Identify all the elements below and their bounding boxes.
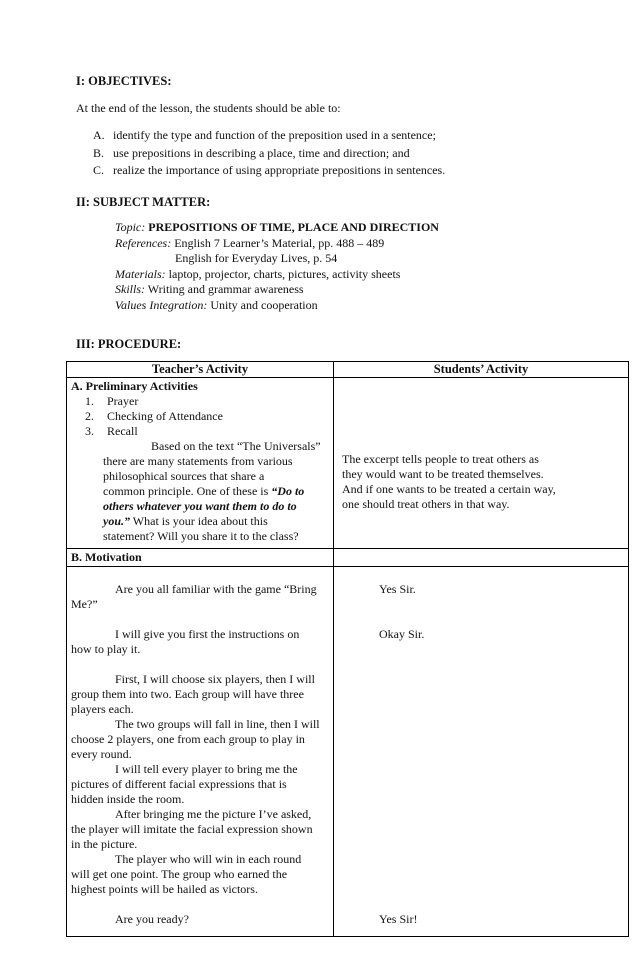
list-item-text: Prayer <box>107 394 139 408</box>
objectives-intro: At the end of the lesson, the students should be able to: <box>76 101 341 115</box>
preliminary-list <box>71 394 333 439</box>
recall-paragraph <box>71 439 333 544</box>
values-value: Unity and cooperation <box>210 297 318 312</box>
subject-matter-heading: II: SUBJECT MATTER: <box>76 195 211 209</box>
list-item <box>93 145 445 163</box>
student-response: Yes Sir! <box>379 912 418 926</box>
references-line <box>115 236 439 252</box>
table-row <box>67 549 629 567</box>
subject-matter-block <box>115 220 439 313</box>
table-header-row <box>67 362 629 378</box>
list-item <box>93 127 445 145</box>
teacher-cell <box>67 567 334 937</box>
students-cell <box>334 567 629 937</box>
paragraph-line: Are you ready? <box>115 912 189 926</box>
materials-value: laptop, projector, charts, pictures, activity sheets <box>168 266 401 281</box>
text-segment: What is your idea about this <box>132 514 268 528</box>
topic-label: Topic: <box>115 220 146 234</box>
teacher-activity-header: Teacher’s Activity <box>67 362 334 378</box>
paragraph-line: in the picture. <box>71 837 138 851</box>
teacher-cell <box>67 378 334 549</box>
text-segment: common principle. One of these is <box>103 484 269 498</box>
list-item <box>71 424 333 439</box>
paragraph-line: there are many statements from various <box>103 454 293 468</box>
teacher-cell <box>67 549 334 567</box>
student-response-line: they would want to be treated themselves. <box>342 467 544 481</box>
paragraph-line: philosophical sources that share a <box>103 469 265 483</box>
paragraph-line: Me?” <box>71 597 98 611</box>
motivation-paragraph <box>67 627 333 657</box>
references-label: References: <box>115 235 172 250</box>
motivation-paragraph <box>67 672 333 717</box>
paragraph-line: the player will imitate the facial expression shown <box>71 822 313 836</box>
objectives-heading: I: OBJECTIVES: <box>76 74 172 88</box>
students-cell <box>334 549 629 567</box>
student-response: Yes Sir. <box>379 582 416 596</box>
student-response-line: And if one wants to be treated a certain way, <box>342 482 556 496</box>
values-line <box>115 298 439 314</box>
topic-line <box>115 220 439 236</box>
motivation-paragraph <box>67 912 333 927</box>
paragraph-line: group them into two. Each group will have three <box>71 687 304 701</box>
objectives-list <box>93 127 445 180</box>
references-line-2 <box>115 251 439 267</box>
list-marker: B. <box>93 145 105 160</box>
motivation-paragraph <box>67 807 333 852</box>
students-cell <box>334 378 629 549</box>
paragraph-line: players each. <box>71 702 134 716</box>
list-item <box>93 162 445 180</box>
list-item-text: use prepositions in describing a place, time and direction; and <box>113 145 410 160</box>
list-marker: 2. <box>85 409 94 423</box>
paragraph-line: I will give you first the instructions on <box>115 627 300 641</box>
skills-line <box>115 282 439 298</box>
paragraph-line: choose 2 players, one from each group to play in <box>71 732 305 746</box>
table-row <box>67 567 629 937</box>
references-value: English 7 Learner’s Material, pp. 488 – 489 <box>174 235 385 250</box>
values-label: Values Integration: <box>115 297 208 312</box>
paragraph-line: pictures of different facial expressions that is <box>71 777 287 791</box>
paragraph-line: will get one point. The group who earned the <box>71 867 288 881</box>
paragraph-line: I will tell every player to bring me the <box>115 762 298 776</box>
quote-text: you.” <box>103 514 130 528</box>
list-item <box>71 394 333 409</box>
materials-label: Materials: <box>115 266 166 281</box>
paragraph-line: The two groups will fall in line, then I will <box>115 717 320 731</box>
topic-value: PREPOSITIONS OF TIME, PLACE AND DIRECTION <box>148 220 439 234</box>
procedure-table <box>66 361 629 937</box>
paragraph-line: hidden inside the room. <box>71 792 185 806</box>
quote-text: others whatever you want them to do to <box>103 499 297 513</box>
list-item-text: identify the type and function of the preposition used in a sentence; <box>113 128 436 142</box>
materials-line <box>115 267 439 283</box>
list-item <box>71 409 333 424</box>
paragraph-line: statement? Will you share it to the class? <box>103 529 299 543</box>
student-response: Okay Sir. <box>379 627 425 641</box>
list-item-text: Checking of Attendance <box>107 409 223 423</box>
list-marker: 1. <box>85 394 94 408</box>
paragraph-line: First, I will choose six players, then I will <box>115 672 315 686</box>
paragraph-line <box>103 514 333 529</box>
table-row <box>67 378 629 549</box>
paragraph-line <box>103 484 333 499</box>
motivation-paragraph <box>67 762 333 807</box>
list-item-text: realize the importance of using appropriate prepositions in sentences. <box>113 163 446 177</box>
references-value: English for Everyday Lives, p. 54 <box>175 251 338 265</box>
students-activity-header: Students’ Activity <box>334 362 629 378</box>
list-marker: 3. <box>85 424 94 438</box>
section-title: B. Motivation <box>71 550 142 564</box>
list-marker: C. <box>93 163 105 177</box>
skills-value: Writing and grammar awareness <box>147 282 304 296</box>
paragraph-line: every round. <box>71 747 132 761</box>
paragraph-line: The player who will win in each round <box>115 852 302 866</box>
paragraph-line: Based on the text “The Universals” <box>151 439 321 453</box>
student-response-line: one should treat others in that way. <box>342 497 510 511</box>
motivation-paragraph <box>67 852 333 897</box>
skills-label: Skills: <box>115 282 145 296</box>
paragraph-line: how to play it. <box>71 642 141 656</box>
quote-text: “Do to <box>271 484 305 498</box>
paragraph-line: Are you all familiar with the game “Bring <box>115 582 317 596</box>
section-title: A. Preliminary Activities <box>71 379 198 393</box>
paragraph-line: After bringing me the picture I’ve asked, <box>115 807 312 821</box>
procedure-heading: III: PROCEDURE: <box>76 337 182 351</box>
list-item-text: Recall <box>107 424 138 438</box>
student-response-line: The excerpt tells people to treat others as <box>342 452 539 466</box>
motivation-paragraph <box>67 582 333 612</box>
list-marker: A. <box>93 128 105 142</box>
paragraph-line: highest points will be hailed as victors. <box>71 882 258 896</box>
motivation-paragraph <box>67 717 333 762</box>
